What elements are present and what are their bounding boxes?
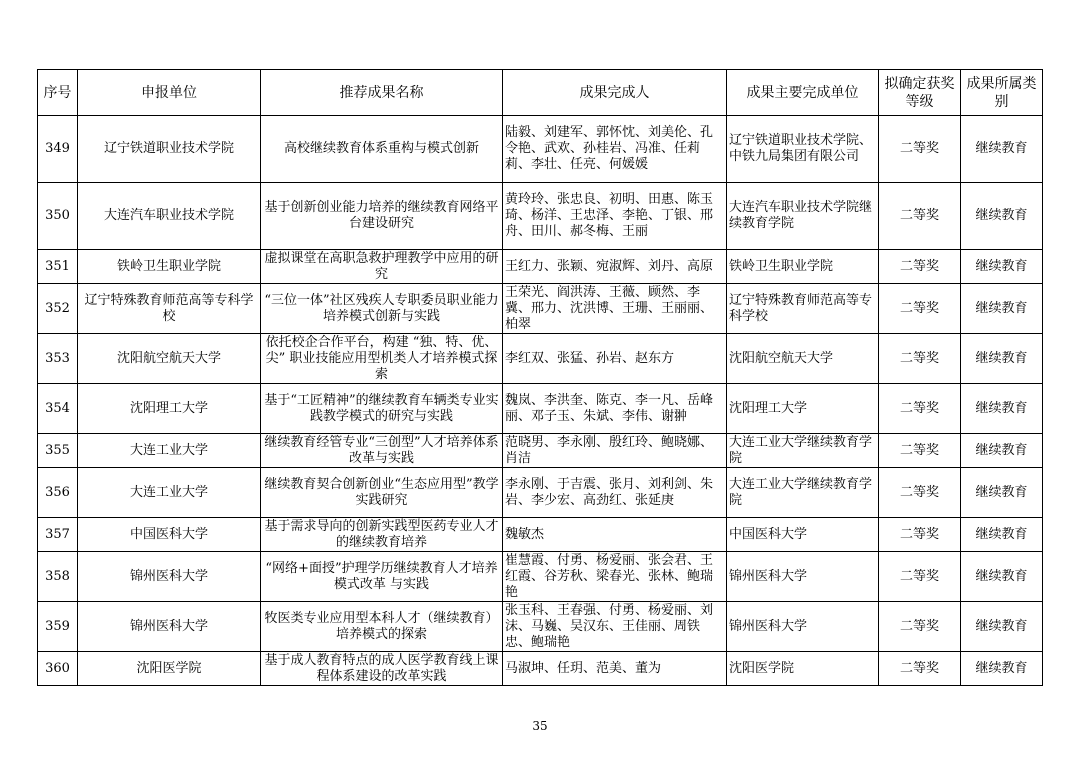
cell-seq: 349 <box>38 116 78 183</box>
header-unit: 申报单位 <box>78 70 261 116</box>
cell-main-units: 沈阳理工大学 <box>727 384 879 434</box>
cell-title: 高校继续教育体系重构与模式创新 <box>261 116 503 183</box>
table-row <box>38 552 1043 602</box>
cell-category: 继续教育 <box>961 652 1043 686</box>
cell-award: 二等奖 <box>879 250 961 284</box>
cell-main-units: 大连工业大学继续教育学院 <box>727 468 879 518</box>
table-row <box>38 652 1043 686</box>
cell-award: 二等奖 <box>879 652 961 686</box>
cell-category: 继续教育 <box>961 334 1043 384</box>
cell-authors: 黄玲玲、张忠良、初明、田惠、陈玉琦、杨洋、王忠泽、李艳、丁银、邢舟、田川、郝冬梅、王丽 <box>503 183 727 250</box>
header-title: 推荐成果名称 <box>261 70 503 116</box>
cell-category: 继续教育 <box>961 284 1043 334</box>
cell-authors: 范晓男、李永刚、殷红玲、鲍晓娜、肖洁 <box>503 434 727 468</box>
cell-category: 继续教育 <box>961 250 1043 284</box>
cell-seq: 357 <box>38 518 78 552</box>
cell-main-units: 铁岭卫生职业学院 <box>727 250 879 284</box>
page-number: 35 <box>532 719 548 733</box>
cell-authors: 张玉科、王春强、付勇、杨爱丽、刘沫、马巍、吴汉东、王佳丽、周铁忠、鲍瑞艳 <box>503 602 727 652</box>
table-row <box>38 434 1043 468</box>
cell-main-units: 沈阳医学院 <box>727 652 879 686</box>
cell-main-units: 沈阳航空航天大学 <box>727 334 879 384</box>
cell-authors: 陆毅、刘建军、郭怀忱、刘美伦、孔令艳、武欢、孙桂岩、冯准、任莉莉、李壮、任亮、何媛媛 <box>503 116 727 183</box>
cell-title: 基于创新创业能力培养的继续教育网络平台建设研究 <box>261 183 503 250</box>
header-award: 拟确定获奖等级 <box>879 70 961 116</box>
cell-unit: 辽宁特殊教育师范高等专科学校 <box>78 284 261 334</box>
cell-authors: 王红力、张颖、宛淑辉、刘丹、高原 <box>503 250 727 284</box>
table-row <box>38 284 1043 334</box>
cell-unit: 大连汽车职业技术学院 <box>78 183 261 250</box>
cell-unit: 大连工业大学 <box>78 468 261 518</box>
cell-award: 二等奖 <box>879 518 961 552</box>
cell-main-units: 大连工业大学继续教育学院 <box>727 434 879 468</box>
cell-unit: 锦州医科大学 <box>78 552 261 602</box>
cell-seq: 351 <box>38 250 78 284</box>
table-row <box>38 518 1043 552</box>
cell-category: 继续教育 <box>961 552 1043 602</box>
cell-category: 继续教育 <box>961 434 1043 468</box>
cell-seq: 354 <box>38 384 78 434</box>
cell-authors: 李红双、张猛、孙岩、赵东方 <box>503 334 727 384</box>
cell-title: 依托校企合作平台，构建 “独、特、优、尖” 职业技能应用型机类人才培养模式探索 <box>261 334 503 384</box>
cell-award: 二等奖 <box>879 468 961 518</box>
cell-category: 继续教育 <box>961 116 1043 183</box>
cell-seq: 358 <box>38 552 78 602</box>
cell-category: 继续教育 <box>961 518 1043 552</box>
cell-seq: 355 <box>38 434 78 468</box>
cell-award: 二等奖 <box>879 602 961 652</box>
cell-award: 二等奖 <box>879 334 961 384</box>
cell-award: 二等奖 <box>879 384 961 434</box>
awards-table <box>37 69 1043 686</box>
cell-title: “三位一体”社区残疾人专职委员职业能力培养模式创新与实践 <box>261 284 503 334</box>
table-row <box>38 384 1043 434</box>
table-row <box>38 468 1043 518</box>
cell-seq: 353 <box>38 334 78 384</box>
cell-unit: 锦州医科大学 <box>78 602 261 652</box>
cell-category: 继续教育 <box>961 183 1043 250</box>
cell-unit: 沈阳理工大学 <box>78 384 261 434</box>
cell-unit: 铁岭卫生职业学院 <box>78 250 261 284</box>
cell-unit: 辽宁铁道职业技术学院 <box>78 116 261 183</box>
cell-category: 继续教育 <box>961 384 1043 434</box>
cell-award: 二等奖 <box>879 116 961 183</box>
cell-title: 继续教育经管专业“三创型”人才培养体系改革与实践 <box>261 434 503 468</box>
header-authors: 成果完成人 <box>503 70 727 116</box>
cell-authors: 魏敏杰 <box>503 518 727 552</box>
cell-seq: 359 <box>38 602 78 652</box>
cell-seq: 356 <box>38 468 78 518</box>
cell-seq: 352 <box>38 284 78 334</box>
cell-main-units: 辽宁特殊教育师范高等专科学校 <box>727 284 879 334</box>
cell-main-units: 辽宁铁道职业技术学院、中铁九局集团有限公司 <box>727 116 879 183</box>
cell-title: 基于“工匠精神”的继续教育车辆类专业实践教学模式的研究与实践 <box>261 384 503 434</box>
cell-award: 二等奖 <box>879 284 961 334</box>
table-row <box>38 183 1043 250</box>
header-seq: 序号 <box>38 70 78 116</box>
cell-unit: 中国医科大学 <box>78 518 261 552</box>
table-row <box>38 334 1043 384</box>
cell-title: 牧医类专业应用型本科人才（继续教育） 培养模式的探索 <box>261 602 503 652</box>
cell-seq: 350 <box>38 183 78 250</box>
cell-title: 基于需求导向的创新实践型医药专业人才的继续教育培养 <box>261 518 503 552</box>
cell-main-units: 中国医科大学 <box>727 518 879 552</box>
cell-title: 基于成人教育特点的成人医学教育线上课程体系建设的改革实践 <box>261 652 503 686</box>
cell-authors: 魏岚、李洪奎、陈克、李一凡、岳峰丽、邓子玉、朱斌、李伟、谢翀 <box>503 384 727 434</box>
cell-award: 二等奖 <box>879 434 961 468</box>
cell-unit: 沈阳航空航天大学 <box>78 334 261 384</box>
table-row <box>38 116 1043 183</box>
header-category: 成果所属类别 <box>961 70 1043 116</box>
cell-unit: 大连工业大学 <box>78 434 261 468</box>
header-row <box>38 70 1043 116</box>
cell-main-units: 锦州医科大学 <box>727 552 879 602</box>
table-row <box>38 602 1043 652</box>
cell-title: 继续教育契合创新创业“生态应用型”教学实践研究 <box>261 468 503 518</box>
cell-authors: 王荣光、阎洪涛、王薇、顾然、李冀、邢力、沈洪博、王珊、王丽丽、柏翠 <box>503 284 727 334</box>
cell-main-units: 锦州医科大学 <box>727 602 879 652</box>
header-main-units: 成果主要完成单位 <box>727 70 879 116</box>
cell-award: 二等奖 <box>879 183 961 250</box>
cell-authors: 崔慧霞、付勇、杨爱丽、张会君、王红霞、谷芳秋、梁春光、张林、鲍瑞艳 <box>503 552 727 602</box>
cell-authors: 马淑坤、任玥、范美、董为 <box>503 652 727 686</box>
cell-category: 继续教育 <box>961 468 1043 518</box>
table-row <box>38 250 1043 284</box>
cell-category: 继续教育 <box>961 602 1043 652</box>
cell-title: 虚拟课堂在高职急救护理教学中应用的研究 <box>261 250 503 284</box>
cell-title: “网络+面授”护理学历继续教育人才培养模式改革 与实践 <box>261 552 503 602</box>
cell-main-units: 大连汽车职业技术学院继续教育学院 <box>727 183 879 250</box>
cell-award: 二等奖 <box>879 552 961 602</box>
cell-authors: 李永刚、于吉震、张月、刘利剑、朱岩、李少宏、高劲红、张延庚 <box>503 468 727 518</box>
cell-seq: 360 <box>38 652 78 686</box>
cell-unit: 沈阳医学院 <box>78 652 261 686</box>
